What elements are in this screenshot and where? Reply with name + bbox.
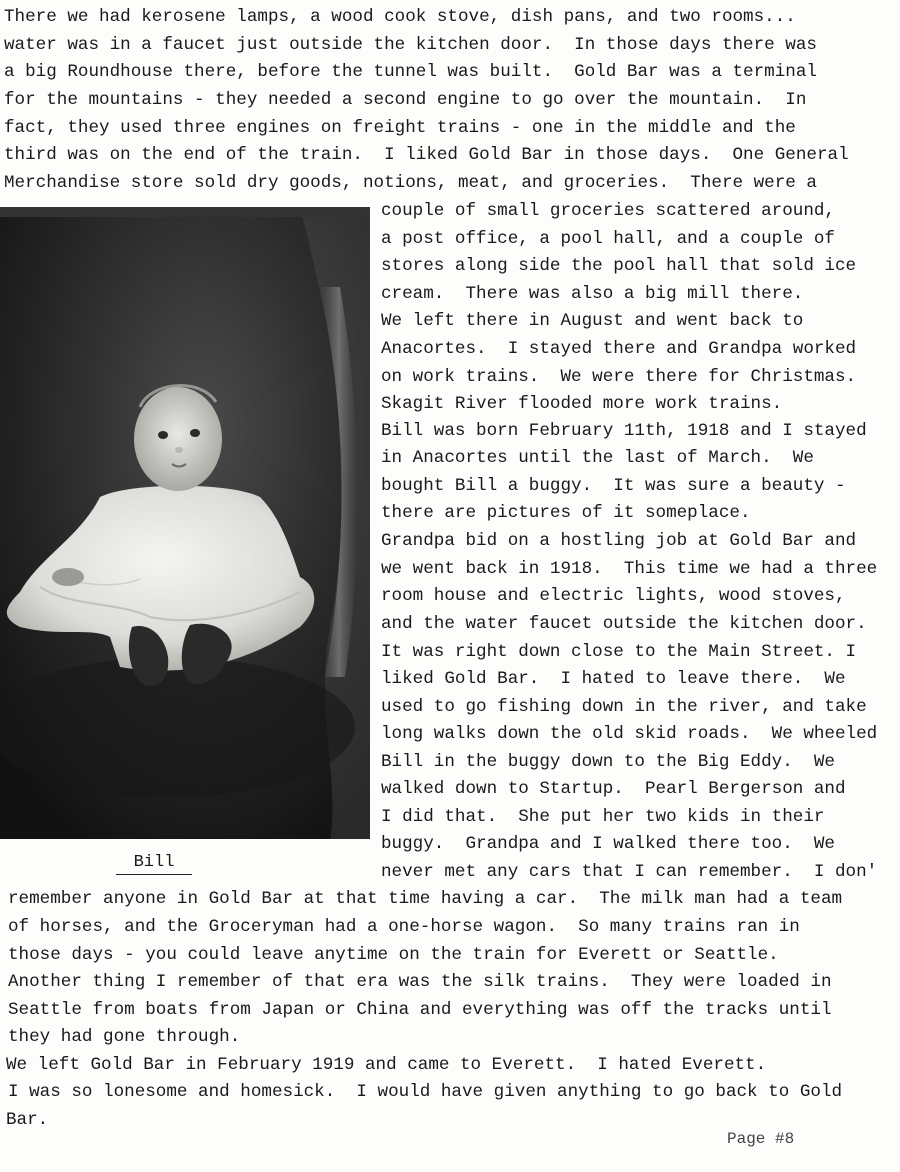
text-line: Grandpa bid on a hostling job at Gold Bar and	[381, 531, 857, 551]
text-line: walked down to Startup. Pearl Bergerson and	[381, 779, 846, 799]
text-line: liked Gold Bar. I hated to leave there. We	[381, 669, 846, 689]
text-line: room house and electric lights, wood stoves,	[381, 586, 846, 606]
text-line: Bar.	[6, 1110, 49, 1130]
text-line: buggy. Grandpa and I walked there too. We	[381, 834, 835, 854]
text-line: there are pictures of it someplace.	[381, 503, 751, 523]
page-number: Page #8	[727, 1130, 795, 1148]
text-line: cream. There was also a big mill there.	[381, 284, 804, 304]
text-line: for the mountains - they needed a second engine to go over the mountain. In	[4, 90, 807, 110]
text-line: a post office, a pool hall, and a couple of	[381, 229, 835, 249]
text-line: I was so lonesome and homesick. I would have given anything to go back to Gold	[8, 1082, 843, 1102]
text-line: Bill in the buggy down to the Big Eddy. We	[381, 752, 835, 772]
text-line: Merchandise store sold dry goods, notions, meat, and groceries. There were a	[4, 173, 817, 193]
text-line: couple of small groceries scattered around,	[381, 201, 835, 221]
text-line: There we had kerosene lamps, a wood cook stove, dish pans, and two rooms...	[4, 7, 796, 27]
text-line: bought Bill a buggy. It was sure a beauty -	[381, 476, 846, 496]
text-line: third was on the end of the train. I liked Gold Bar in those days. One General	[4, 145, 849, 165]
text-line: Skagit River flooded more work trains.	[381, 394, 783, 414]
photo-caption: Bill	[116, 853, 192, 875]
text-line: of horses, and the Groceryman had a one-horse wagon. So many trains ran in	[8, 917, 800, 937]
text-line: Another thing I remember of that era was the silk trains. They were loaded in	[8, 972, 832, 992]
text-line: remember anyone in Gold Bar at that time having a car. The milk man had a team	[8, 889, 843, 909]
text-line: in Anacortes until the last of March. We	[381, 448, 814, 468]
text-line: and the water faucet outside the kitchen door.	[381, 614, 867, 634]
text-line: never met any cars that I can remember. I don'	[381, 862, 878, 882]
text-line: water was in a faucet just outside the kitchen door. In those days there was	[4, 35, 817, 55]
text-line: We left there in August and went back to	[381, 311, 804, 331]
baby-photograph	[0, 207, 370, 839]
text-line: a big Roundhouse there, before the tunnel was built. Gold Bar was a terminal	[4, 62, 817, 82]
text-line: stores along side the pool hall that sold ice	[381, 256, 857, 276]
text-line: we went back in 1918. This time we had a three	[381, 559, 878, 579]
text-line: Anacortes. I stayed there and Grandpa worked	[381, 339, 857, 359]
text-line: fact, they used three engines on freight trains - one in the middle and the	[4, 118, 796, 138]
text-line: they had gone through.	[8, 1027, 241, 1047]
text-line: long walks down the old skid roads. We wheeled	[381, 724, 878, 744]
text-line: Bill was born February 11th, 1918 and I stayed	[381, 421, 867, 441]
text-line: We left Gold Bar in February 1919 and came to Everett. I hated Everett.	[6, 1055, 767, 1075]
text-line: It was right down close to the Main Street. I	[381, 642, 857, 662]
text-line: Seattle from boats from Japan or China and everything was off the tracks until	[8, 1000, 832, 1020]
text-line: those days - you could leave anytime on the train for Everett or Seattle.	[8, 945, 779, 965]
text-line: I did that. She put her two kids in their	[381, 807, 825, 827]
text-line: on work trains. We were there for Christmas.	[381, 367, 857, 387]
text-line: used to go fishing down in the river, and take	[381, 697, 867, 717]
